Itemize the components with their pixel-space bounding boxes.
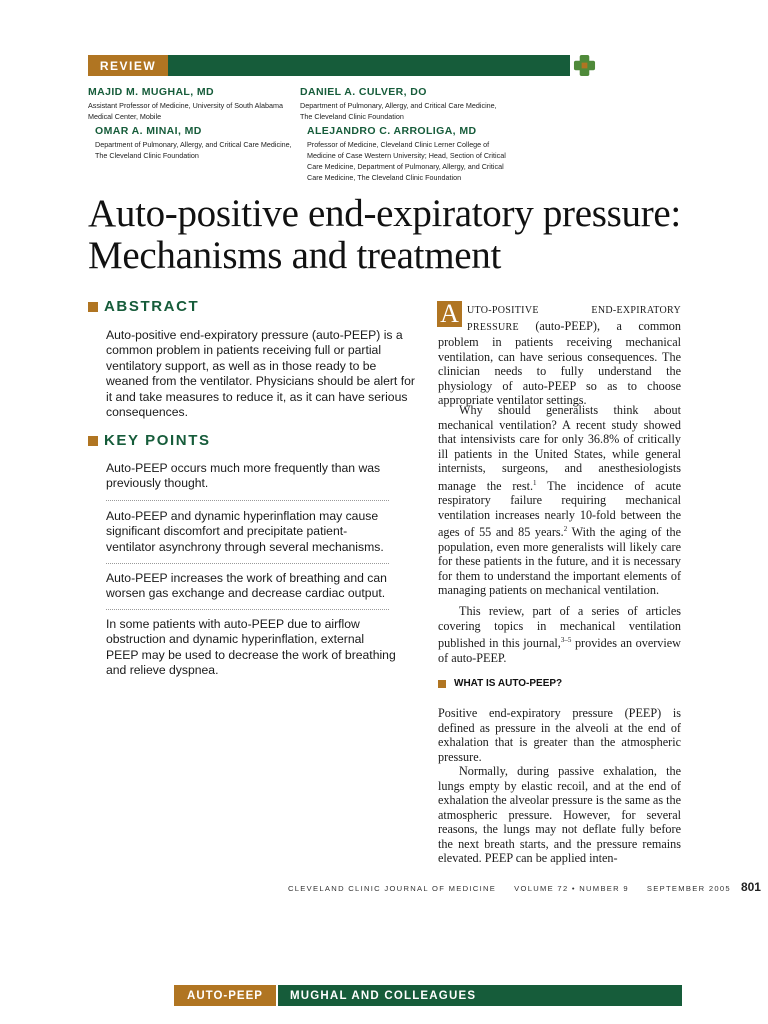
citation-ref: 3–5 bbox=[560, 636, 572, 644]
paragraph-text: (auto-PEEP), a common problem in patients receiving mechanical ventilation, can have serious consequences. The clinician needs to fully understand the physiology of auto-PEEP so as to choose appropriate ventilator settings. bbox=[438, 318, 681, 407]
title-line: Mechanisms and treatment bbox=[88, 234, 502, 277]
key-points-heading-text: KEY POINTS bbox=[104, 432, 211, 449]
section-heading bbox=[438, 678, 562, 689]
footer-authors-band: MUGHAL AND COLLEAGUES bbox=[278, 985, 682, 1006]
author-block-2 bbox=[300, 86, 497, 122]
author-block-1 bbox=[88, 86, 283, 122]
affiliation-line: Department of Pulmonary, Allergy, and Critical Care Medicine, bbox=[95, 140, 292, 149]
affiliation-line: Medicine of Case Western University; Head, Section of Critical bbox=[307, 151, 506, 160]
affiliation-line: Assistant Professor of Medicine, University of South Alabama bbox=[88, 101, 283, 110]
drop-cap: A bbox=[437, 301, 462, 327]
body-paragraph-5: Normally, during passive exhalation, the lungs empty by elastic recoil, and at the end of exhalation the alveolar pressure is the same as the atmospheric pressure. However, for several reasons, the lungs may not deflate fully before the next breath starts, and the pressure remains elevated. PEEP can be applied inten- bbox=[438, 764, 681, 865]
author-affiliation bbox=[300, 100, 497, 122]
body-paragraph-2 bbox=[438, 403, 681, 598]
author-name: DANIEL A. CULVER, DO bbox=[300, 86, 427, 98]
body-paragraph-4: Positive end-expiratory pressure (PEEP) is defined as pressure in the alveoli at the end of exhalation that is greater than the atmospheric pressure. bbox=[438, 706, 681, 764]
section-square-icon bbox=[438, 680, 446, 688]
issue-date: SEPTEMBER 2005 bbox=[646, 884, 731, 893]
affiliation-line: Department of Pulmonary, Allergy, and Critical Care Medicine, bbox=[300, 101, 497, 110]
running-footer bbox=[288, 880, 761, 894]
paragraph-text: This review, part of a series of articles covering topics in mechanical ventilation published in this journal, bbox=[438, 604, 681, 651]
abstract-heading-text: ABSTRACT bbox=[104, 298, 200, 315]
author-affiliation bbox=[88, 100, 283, 122]
volume-issue: VOLUME 72 • NUMBER 9 bbox=[514, 884, 629, 893]
affiliation-line: Professor of Medicine, Cleveland Clinic Lerner College of bbox=[307, 140, 490, 149]
paragraph-text: With the aging of the population, even more generalists will likely care for these patients in the future, and it is necessary for them to understand the important elements of managing patients on mechanical ventilation. bbox=[438, 525, 681, 598]
key-points-heading bbox=[88, 432, 211, 449]
affiliation-line: The Cleveland Clinic Foundation bbox=[95, 151, 199, 160]
section-square-icon bbox=[88, 302, 98, 312]
section-square-icon bbox=[88, 436, 98, 446]
key-point-item: Auto-PEEP occurs much more frequently than was previously thought. bbox=[106, 461, 381, 491]
footer-topic-tag: AUTO-PEEP bbox=[174, 985, 276, 1006]
citation-ref: 1 bbox=[533, 478, 537, 487]
author-affiliation bbox=[307, 139, 506, 183]
page-number: 801 bbox=[740, 880, 761, 894]
lead-smallcaps: UTO-POSITIVE END-EXPIRATORY PRESSURE bbox=[467, 305, 681, 333]
key-point-item: In some patients with auto-PEEP due to airflow obstruction and dynamic hyperinflation, external PEEP may be used to decrease the work of breathing and relieve dyspnea. bbox=[106, 617, 396, 678]
abstract-text: Auto-positive end-expiratory pressure (auto-PEEP) is a common problem in patients receiving full or partial ventilatory support, as well as in those ready to be weaned from the ventilator. Physicians should be alert for it and take measures to reduce it, as it can have serious consequences. bbox=[106, 328, 415, 420]
body-paragraph-3 bbox=[438, 604, 681, 665]
divider bbox=[106, 563, 389, 564]
abstract-heading bbox=[88, 298, 199, 315]
journal-logo-icon bbox=[573, 54, 596, 77]
author-affiliation bbox=[95, 139, 292, 161]
paragraph-text: The incidence of acute respiratory failure requiring mechanical ventilation increases nearly 10-fold between the ages of 55 and 85 years. bbox=[438, 478, 681, 540]
author-block-4 bbox=[307, 125, 506, 183]
key-point-item: Auto-PEEP and dynamic hyperinflation may cause significant discomfort and precipitate patient-ventilator asynchrony through several mechanisms. bbox=[106, 509, 384, 554]
header-rule bbox=[168, 55, 570, 76]
author-block-3 bbox=[95, 125, 292, 161]
affiliation-line: The Cleveland Clinic Foundation bbox=[300, 112, 404, 121]
divider bbox=[106, 609, 389, 610]
journal-name: CLEVELAND CLINIC JOURNAL OF MEDICINE bbox=[288, 884, 497, 893]
citation-ref: 2 bbox=[563, 525, 568, 534]
body-paragraph-1 bbox=[438, 302, 681, 408]
key-point-item: Auto-PEEP increases the work of breathing and can worsen gas exchange and decrease cardiac output. bbox=[106, 571, 387, 601]
section-tag: REVIEW bbox=[88, 55, 168, 76]
author-name: MAJID M. MUGHAL, MD bbox=[88, 86, 215, 98]
divider bbox=[106, 500, 389, 501]
article-title bbox=[88, 193, 708, 277]
title-line: Auto-positive end-expiratory pressure: bbox=[88, 192, 681, 235]
affiliation-line: Care Medicine, The Cleveland Clinic Foundation bbox=[307, 173, 462, 182]
paragraph-text: Why should generalists think about mechanical ventilation? A recent study showed that intensivists care for only 36.8% of critically ill patients in the United States, while general internists, surgeons, and anesthesiologists manage the rest. bbox=[438, 403, 681, 493]
section-heading-text: WHAT IS AUTO-PEEP? bbox=[454, 678, 563, 689]
affiliation-line: Medical Center, Mobile bbox=[88, 112, 162, 121]
author-name: OMAR A. MINAI, MD bbox=[95, 125, 202, 137]
affiliation-line: Care Medicine, Department of Pulmonary, Allergy, and Critical bbox=[307, 162, 504, 171]
author-name: ALEJANDRO C. ARROLIGA, MD bbox=[307, 125, 477, 137]
paragraph-text: provides an overview of auto-PEEP. bbox=[438, 636, 681, 665]
